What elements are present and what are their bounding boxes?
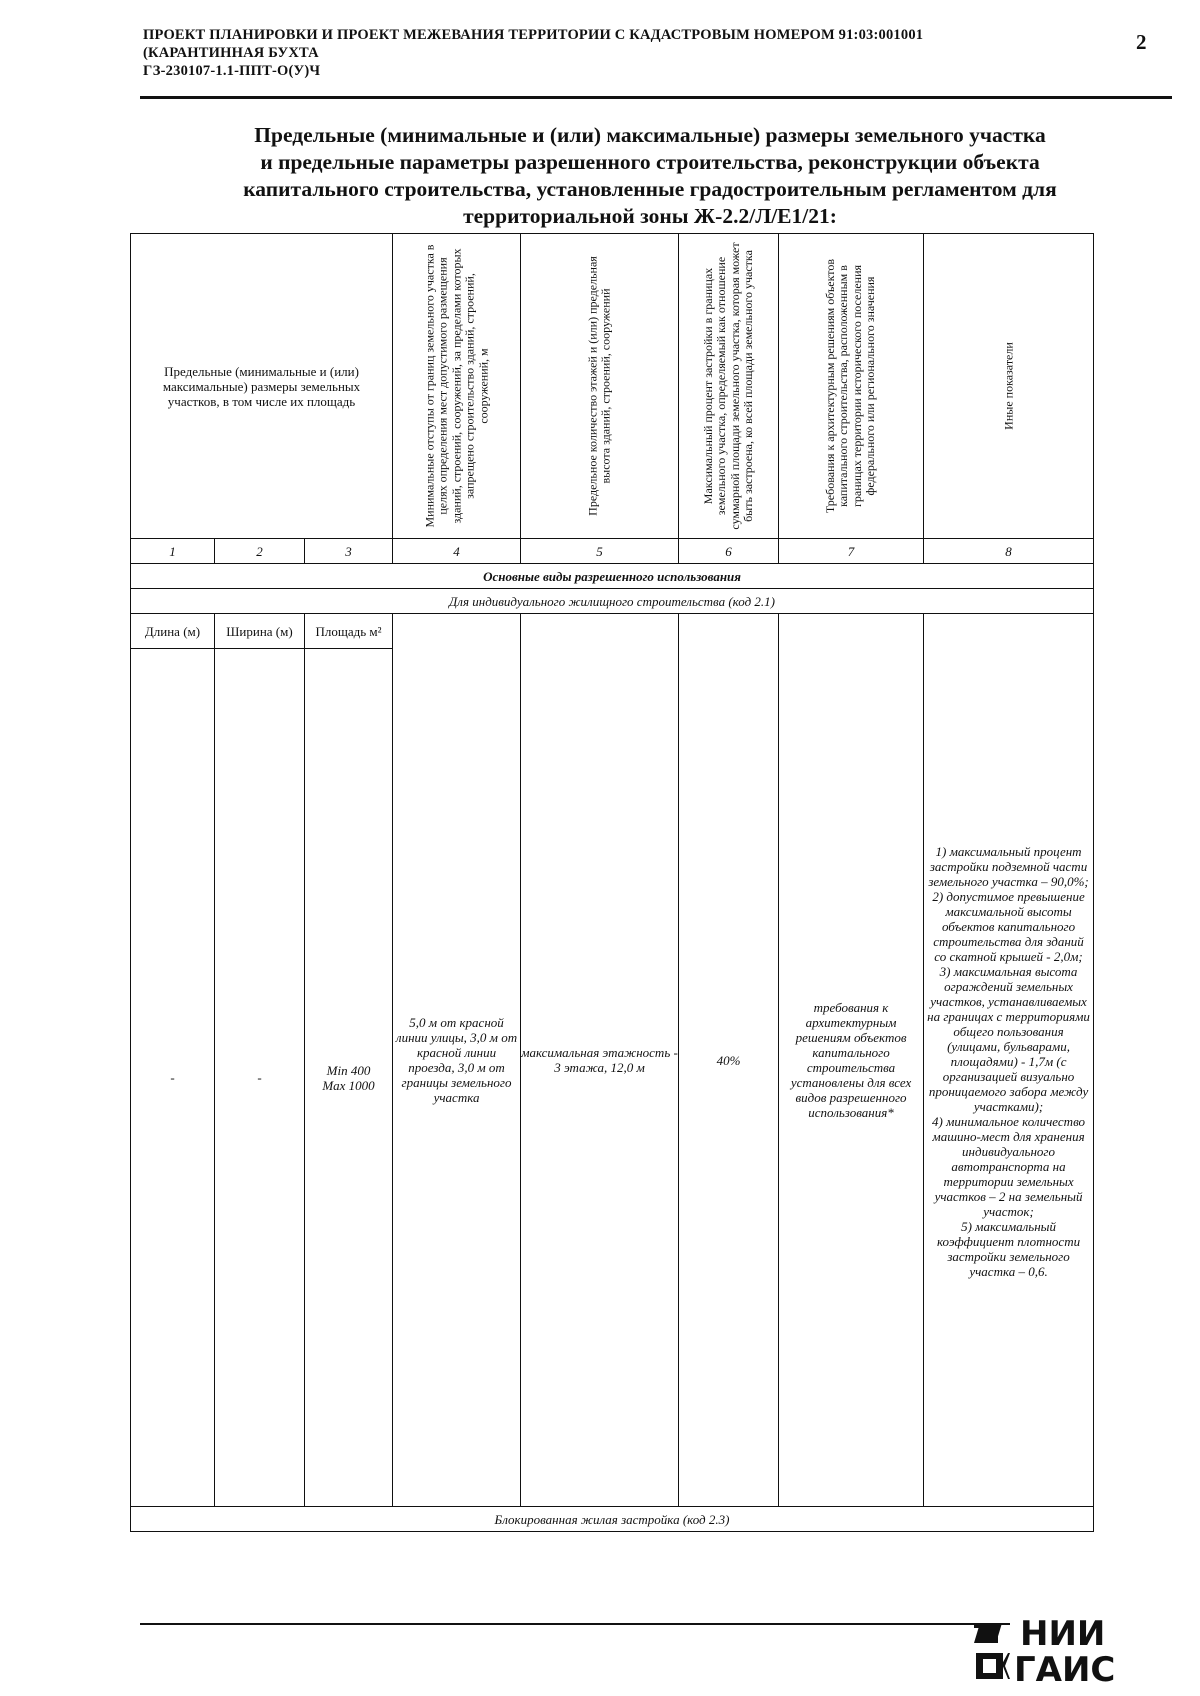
column-number: 5 xyxy=(521,539,679,564)
page-title xyxy=(150,122,1150,230)
document-header xyxy=(143,26,1063,80)
column-number: 1 xyxy=(131,539,215,564)
section-main-uses: Основные виды разрешенного использования xyxy=(131,564,1094,589)
sub-header-length: Длина (м) xyxy=(131,614,215,649)
column-number: 6 xyxy=(679,539,779,564)
header-line-2: (КАРАНТИННАЯ БУХТА xyxy=(143,45,319,61)
page-number: 2 xyxy=(1136,30,1147,54)
header-sizes: Предельные (минимальные и (или) максимальные) размеры земельных участков, в том числе их площадь xyxy=(131,234,393,539)
column-number: 7 xyxy=(779,539,924,564)
sub-header-area: Площадь м² xyxy=(305,614,393,649)
header-other: Иные показатели xyxy=(924,234,1094,539)
use-ijs-title: Для индивидуального жилищного строительства (код 2.1) xyxy=(131,589,1094,614)
cell-architecture: требования к архитектурным решениям объектов капитального строительства установлены для всех видов разрешенного использования* xyxy=(779,614,924,1507)
cell-other-indicators xyxy=(924,614,1094,1507)
sub-header-width: Ширина (м) xyxy=(215,614,305,649)
title-line-3: капитального строительства, установленные градостроительным регламентом для xyxy=(243,177,1057,201)
cell-coverage: 40% xyxy=(679,614,779,1507)
header-line-3: ГЗ-230107-1.1-ППТ-О(У)Ч xyxy=(143,63,321,79)
cell-floors: максимальная этажность - 3 этажа, 12,0 м xyxy=(521,614,679,1507)
title-line-2: и предельные параметры разрешенного строительства, реконструкции объекта xyxy=(260,150,1040,174)
indicator-item: 5) максимальный коэффициент плотности застройки земельного участка – 0,6. xyxy=(936,1218,1081,1279)
header-row xyxy=(131,234,1094,539)
use-row xyxy=(131,1507,1094,1532)
column-number: 2 xyxy=(215,539,305,564)
indicator-item: 2) допустимое превышение максимальной высоты объектов капитального строительства для зданий со скатной крышей - 2,0м; xyxy=(932,888,1085,964)
header-floors: Предельное количество этажей и (или) предельная высота зданий, строений, сооружений xyxy=(521,234,679,539)
title-line-1: Предельные (минимальные и (или) максимальные) размеры земельного участка xyxy=(254,123,1046,147)
indicator-item: 4) минимальное количество машино-мест для хранения индивидуального автотранспорта на территории земельных участков – 2 на земельный участок; xyxy=(932,1113,1086,1219)
indicator-item: 3) максимальная высота ограждений земельных участков, устанавливаемых на границах с территориями общего пользования (улицами, бульварами, площадями) - 1,7м (с организацией визуально проницаемого забора между участками); xyxy=(927,963,1090,1114)
niigais-logo xyxy=(972,1615,1162,1685)
header-rule xyxy=(140,96,1172,99)
use-row xyxy=(131,589,1094,614)
header-architecture: Требования к архитектурным решениям объектов капитального строительства, расположенным в границах территории исторического поселения федерального или регионального значения xyxy=(779,234,924,539)
cell-width: - xyxy=(215,649,305,1507)
section-row xyxy=(131,564,1094,589)
regulations-table xyxy=(130,233,1094,1532)
cell-setbacks: 5,0 м от красной линии улицы, 3,0 м от красной линии проезда, 3,0 м от границы земельного участка xyxy=(393,614,521,1507)
area-min: Min 400 xyxy=(326,1062,371,1078)
area-max: Max 1000 xyxy=(322,1077,375,1093)
cell-length: - xyxy=(131,649,215,1507)
title-line-4: территориальной зоны Ж-2.2/Л/Е1/21: xyxy=(463,204,837,228)
column-number: 4 xyxy=(393,539,521,564)
sub-header-row xyxy=(131,614,1094,649)
logo-text-2: ГАИС xyxy=(1014,1650,1116,1685)
logo-text-1: НИИ xyxy=(1020,1615,1106,1654)
column-number: 8 xyxy=(924,539,1094,564)
indicator-item: 1) максимальный процент застройки подземной части земельного участка – 90,0%; xyxy=(928,843,1089,889)
column-number-row xyxy=(131,539,1094,564)
column-number: 3 xyxy=(305,539,393,564)
header-setbacks: Минимальные отступы от границ земельного участка в целях определения мест допустимого размещения зданий, строений, сооружений, за пределами которых запрещено строительство зданий, строений, сооружений, м xyxy=(393,234,521,539)
use-blocked-title: Блокированная жилая застройка (код 2.3) xyxy=(131,1507,1094,1532)
footer-rule xyxy=(140,1623,1010,1625)
header-line-1: ПРОЕКТ ПЛАНИРОВКИ И ПРОЕКТ МЕЖЕВАНИЯ ТЕРРИТОРИИ С КАДАСТРОВЫМ НОМЕРОМ 91:03:001001 xyxy=(143,27,924,43)
cell-area xyxy=(305,649,393,1507)
header-coverage: Максимальный процент застройки в границах земельного участка, определяемый как отношение суммарной площади земельного участка, которая может быть застроена, ко всей площади земельного участка xyxy=(679,234,779,539)
